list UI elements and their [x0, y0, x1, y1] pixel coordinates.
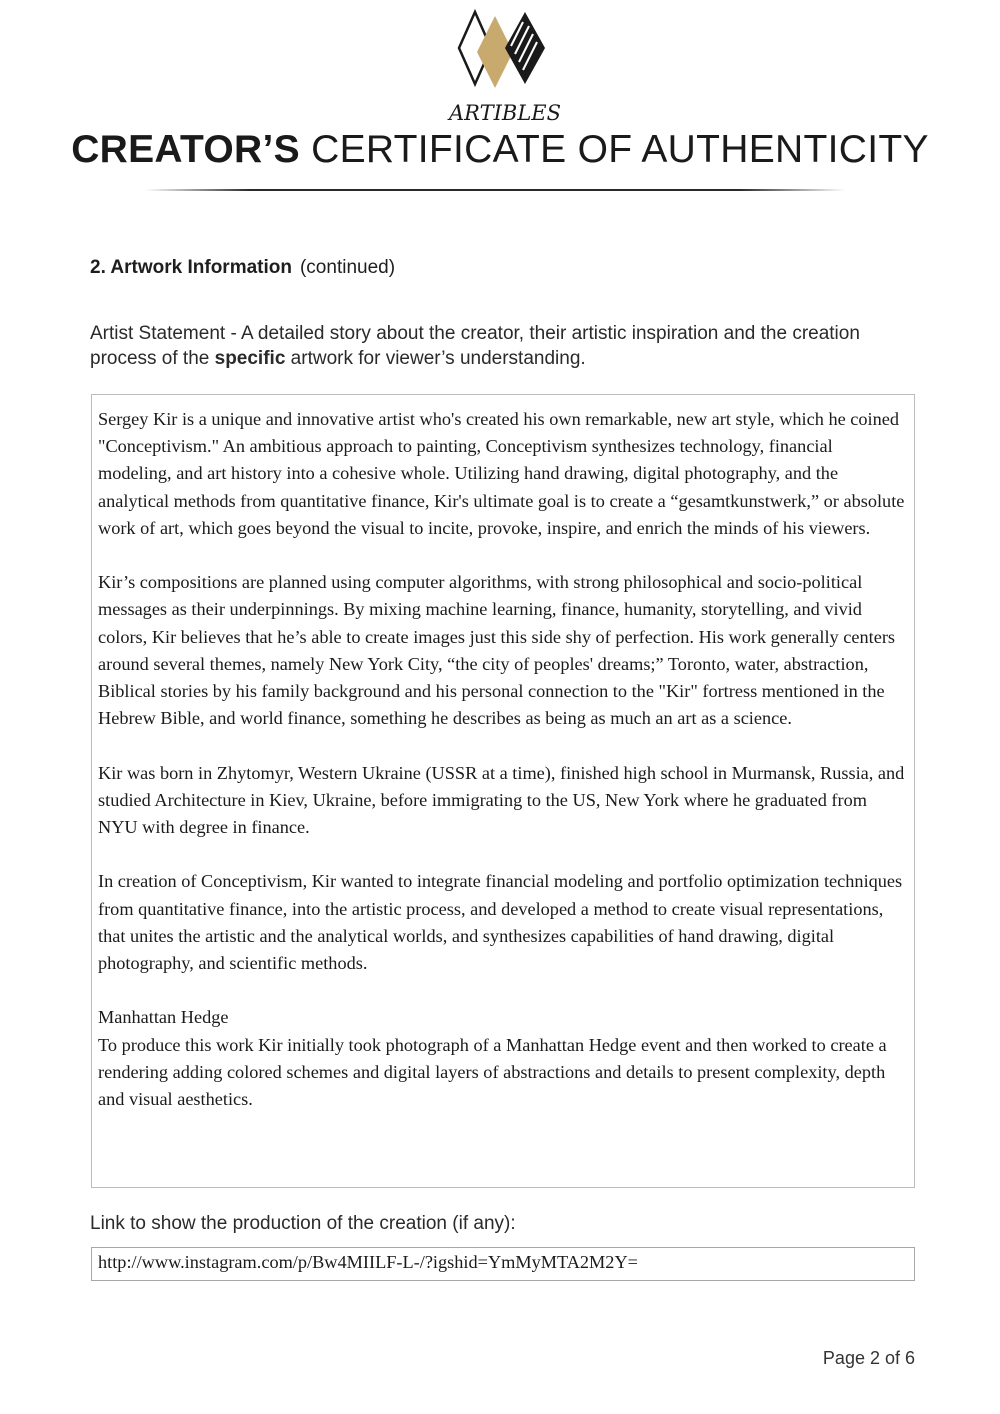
statement-paragraph: Kir’s compositions are planned using computer algorithms, with strong philosophical and socio-political messages as their underpinnings. By mixing machine learning, finance, humanity, storytelling, and vivid colors, Kir believes that he’s able to create images just this side shy of perfection. His work generally centers around several themes, namely New York City, “the city of peoples' dreams;” Toronto, water, abstraction, Biblical stories by his family background and his personal connection to the "Kir" fortress mentioned in the Hebrew Bible, and world finance, something he describes as being as much an art as a science. [98, 572, 896, 729]
desc-text-bold: specific [214, 348, 286, 369]
section-heading [90, 257, 395, 279]
production-link-field[interactable]: http://www.instagram.com/p/Bw4MIILF-L-/?igshid=YmMyMTA2M2Y= [91, 1247, 915, 1281]
production-link-label: Link to show the production of the creation (if any): [90, 1213, 516, 1234]
desc-text-after: artwork for viewer’s understanding. [285, 348, 586, 369]
statement-paragraph: Sergey Kir is a unique and innovative artist who's created his own remarkable, new art style, which he coined "Conceptivism." An ambitious approach to painting, Conceptivism synthesizes technology, financial modeling, and art history into a cohesive whole. Utilizing hand drawing, digital photography, and the analytical methods from quantitative finance, Kir's ultimate goal is to create a “gesamtkunstwerk,” or absolute work of art, which goes beyond the visual to incite, provoke, inspire, and enrich the minds of his viewers. [98, 409, 905, 538]
logo-wordmark: ARTIBLES [448, 101, 562, 125]
title-divider [145, 189, 845, 191]
section-continued: (continued) [299, 257, 396, 278]
certificate-title [0, 128, 1000, 172]
desc-text-before: Artist Statement - A detailed story about the creator, their artistic inspiration and the creation process of the [90, 323, 860, 369]
statement-paragraph: In creation of Conceptivism, Kir wanted to integrate financial modeling and portfolio optimization techniques from quantitative finance, into the artistic process, and developed a method to create visual representations, that unites the artistic and the analytical worlds, and synthesizes capabilities of hand drawing, digital photography, and scientific methods. [98, 871, 903, 974]
title-light: CERTIFICATE OF AUTHENTICITY [311, 128, 929, 171]
statement-paragraph: Kir was born in Zhytomyr, Western Ukraine (USSR at a time), finished high school in Murmansk, Russia, and studied Architecture in Kiev, Ukraine, before immigrating to the US, New York where he graduated from NYU with degree in finance. [98, 762, 905, 838]
page-number: Page 2 of 6 [822, 1348, 915, 1368]
artibles-logo [448, 8, 562, 128]
title-bold: CREATOR’S [71, 128, 300, 171]
logo-mark [448, 8, 562, 128]
artist-statement-field[interactable] [91, 394, 915, 1188]
statement-paragraph: Manhattan Hedge To produce this work Kir initially took photograph of a Manhattan Hedge event and then worked to create a rendering adding colored schemes and digital layers of abstractions and details to present complexity, depth and visual aesthetics. [98, 1007, 887, 1110]
section-title: 2. Artwork Information [90, 257, 292, 278]
artist-statement-description [90, 321, 920, 371]
